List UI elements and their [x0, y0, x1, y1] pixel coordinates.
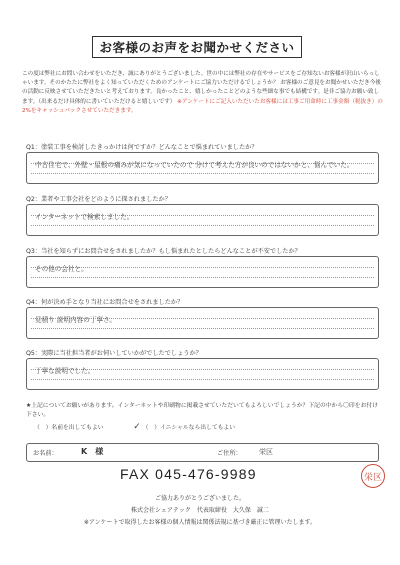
question-3-answer-box[interactable] [26, 256, 379, 288]
question-1-answer: 中古住宅で、外壁・屋根の痛みが気になっていたので 分けて考えた方が良いのではないかと、悩んでいた。 [35, 161, 354, 169]
cashback-note: ※アンケートにご記入いただいたお客様には工事ご用命時に工事金額（税抜き）の2%をキャッシュバックさせていただきます。 [22, 98, 383, 114]
page-title: お客様のお声をお聞かせください [92, 36, 302, 58]
name-value[interactable]: K 様 [81, 447, 104, 456]
question-3-answer: その他の会社と。 [35, 265, 88, 273]
check-mark-icon: ✓ [133, 422, 141, 432]
question-5-label: Q5：実際に当社担当者がお伺いしていかがでしたでしょうか？ [26, 350, 202, 357]
name-label: お名前： [33, 450, 58, 457]
question-3-label: Q3：当社を知らずにお問合せをされましたか？もし悩まれたとしたらどんなことが不安でしたか？ [26, 248, 301, 255]
question-4-answer: 見積り 説明内容の丁寧さ。 [35, 316, 116, 324]
address-label: ご住所： [217, 450, 242, 457]
customer-info-box [26, 443, 379, 462]
publication-options [34, 422, 235, 432]
publication-permission-text: ★上記についてお願いがあります。インターネットや印刷物に掲載させていただいてもよろしいでしょうか？下記の中から〇印をお付け下さい。 [26, 403, 378, 418]
question-2-answer-box[interactable] [26, 204, 379, 236]
option-name-allowed[interactable]: （ ）名前を出してもよい [34, 425, 104, 431]
question-4-answer-box[interactable] [26, 307, 379, 339]
thanks-text: ご協力ありがとうございました。 [154, 495, 245, 502]
option-initial-allowed[interactable]: （ ）イニシャルなら出してもよい [142, 425, 236, 431]
question-1-label: Q1：塗装工事を検討したきっかけは何ですか？どんなことで悩まれていましたか？ [26, 144, 258, 151]
question-4-label: Q4：何が決め手となり当社にお問合せをされましたか？ [26, 299, 184, 306]
intro-text [22, 70, 384, 116]
company-name: 株式会社シェアテック 代表取締役 大久保 誠二 [131, 507, 269, 514]
privacy-note: ※アンケートで取得したお客様の個人情報は関係法規に基づき厳正に管理いたします。 [83, 519, 317, 526]
question-2-label: Q2：業者や工事会社をどのように探されましたか？ [26, 196, 171, 203]
question-1-answer-box[interactable] [26, 152, 379, 184]
intro-paragraph: この度は弊社にお問い合わせをいただき、誠にありがとうございました。世の中には弊社の存在やサービスをご存知ないお客様が沢山いらっしゃいます。そのかたたに弊社をよく知っていただくためのアンケートにご協力いただけるでしょうか？ お客様のご意見をお聞かせいただき今後の活動に反映させていただきたいと考えております。良かったこと、嬉しかったことどのような些細な事でも結構です。是非ご協力お願い致します。（出来るだけ具体的に書いていただけると嬉しいです） [22, 71, 381, 105]
fax-number: FAX 045-476-9989 [120, 466, 257, 482]
stamp-seal: 栄区 [361, 464, 385, 488]
address-value[interactable]: 栄区 [259, 448, 273, 456]
question-5-answer: 丁寧な説明でした。 [35, 367, 95, 375]
question-2-answer: インターネットで検索しました。 [35, 213, 134, 221]
question-5-answer-box[interactable] [26, 358, 379, 390]
